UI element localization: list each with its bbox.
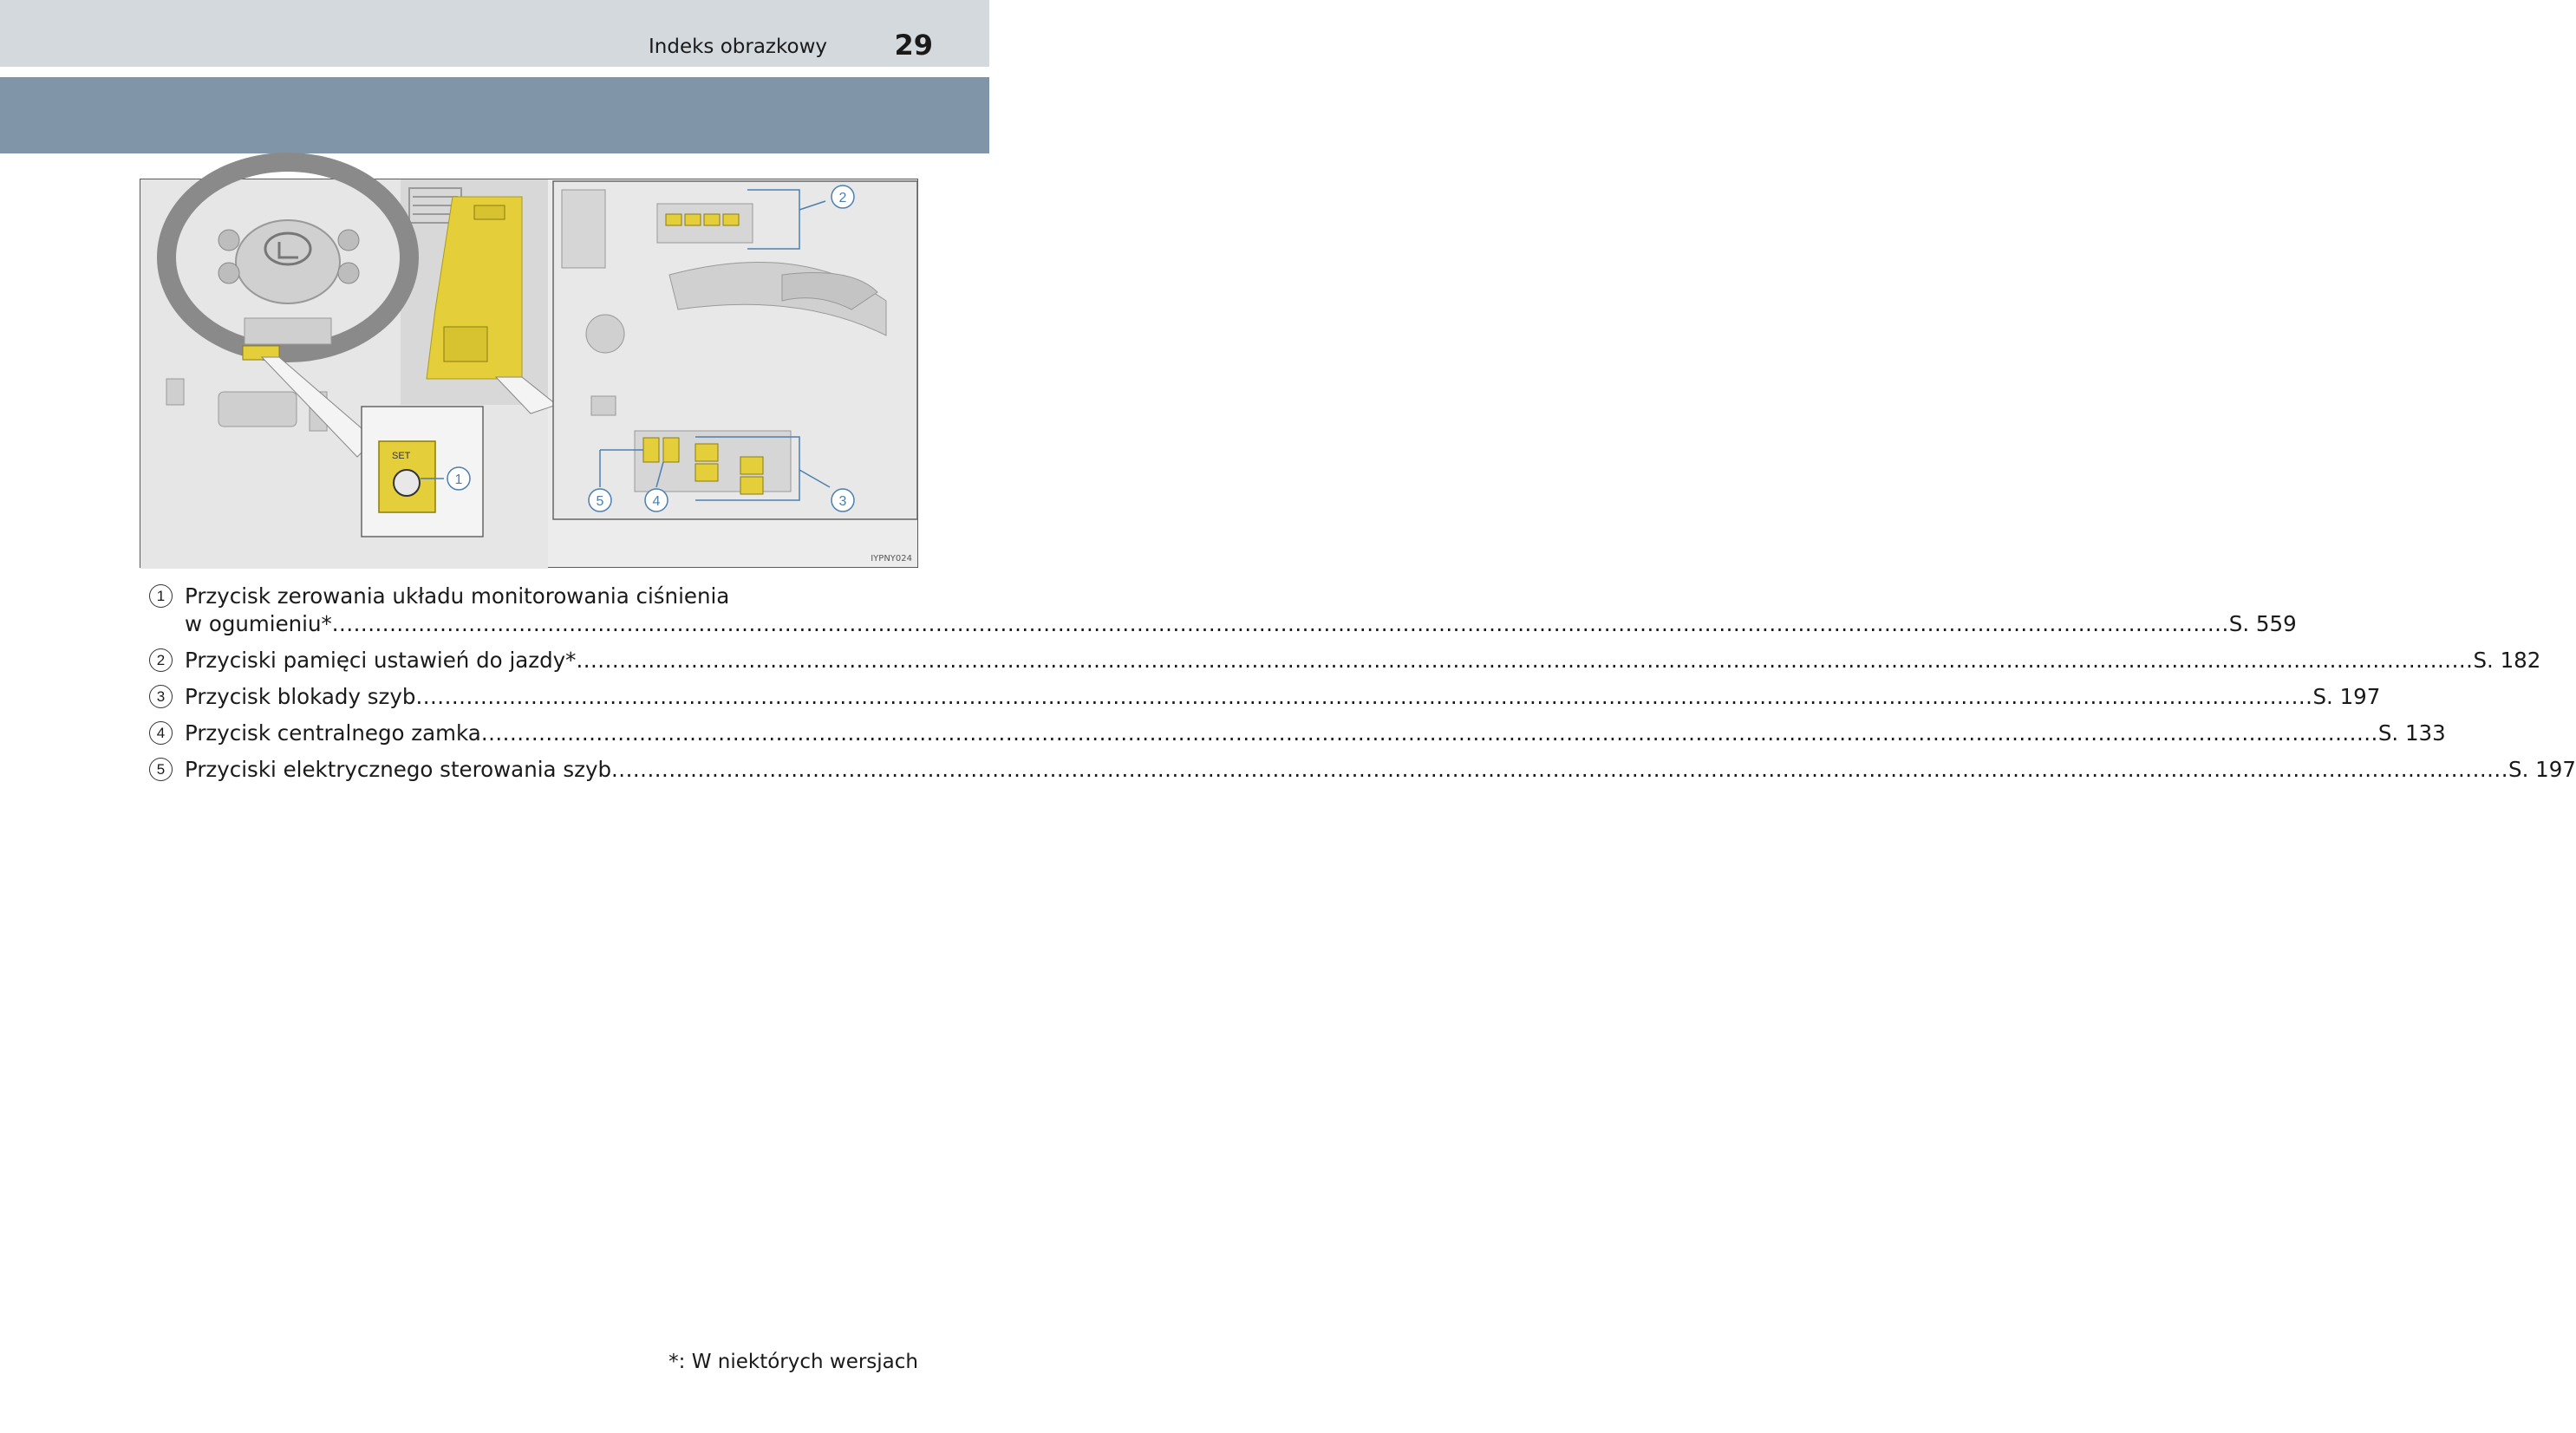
- callout-2-label: 2: [838, 191, 847, 205]
- dot-leader: [481, 720, 2378, 747]
- dot-leader: [576, 647, 2473, 674]
- page-reference: S. 559: [2228, 611, 2297, 636]
- item-text: Przycisk blokady szyb: [185, 684, 416, 709]
- footnote: *: W niektórych wersjach: [668, 1351, 918, 1373]
- item-number-badge: 5: [149, 758, 173, 781]
- list-item: [149, 720, 2446, 747]
- header-divider: [0, 67, 989, 77]
- item-text: Przyciski elektrycznego sterowania szyb: [185, 757, 612, 782]
- legend-list: [149, 583, 2576, 792]
- item-number-badge: 3: [149, 685, 173, 708]
- page-reference: S. 182: [2473, 648, 2541, 673]
- list-item: [149, 647, 2541, 674]
- item-text-continued: w ogumieniu*: [185, 611, 332, 636]
- dot-leader: [415, 683, 2312, 711]
- item-text: Przycisk centralnego zamka: [185, 720, 481, 746]
- section-title: Indeks obrazkowy: [648, 36, 827, 58]
- callout-3-label: 3: [838, 494, 847, 509]
- item-number-badge: 2: [149, 648, 173, 672]
- list-item: [149, 583, 2297, 638]
- callout-1-label: 1: [454, 472, 463, 487]
- list-item: [149, 756, 2576, 784]
- page-reference: S. 197: [2508, 757, 2576, 782]
- page-number: 29: [894, 29, 933, 62]
- item-number-badge: 1: [149, 584, 173, 608]
- callout-5-label: 5: [596, 494, 604, 509]
- figure-code: IYPNY024: [871, 554, 912, 563]
- item-text: Przycisk zerowania układu monitorowania ciśnienia: [185, 583, 730, 609]
- page-reference: S. 133: [2377, 720, 2446, 746]
- set-label: SET: [392, 451, 411, 461]
- item-number-badge: 4: [149, 721, 173, 745]
- header-band: [0, 0, 989, 67]
- header-color-bar: [0, 77, 989, 153]
- page-reference: S. 197: [2312, 684, 2381, 709]
- callout-4-label: 4: [652, 494, 661, 509]
- dot-leader: [332, 610, 2229, 638]
- car-interior-illustration: [140, 179, 918, 568]
- list-item: [149, 683, 2381, 711]
- item-text: Przyciski pamięci ustawień do jazdy*: [185, 648, 577, 673]
- dot-leader: [611, 756, 2508, 784]
